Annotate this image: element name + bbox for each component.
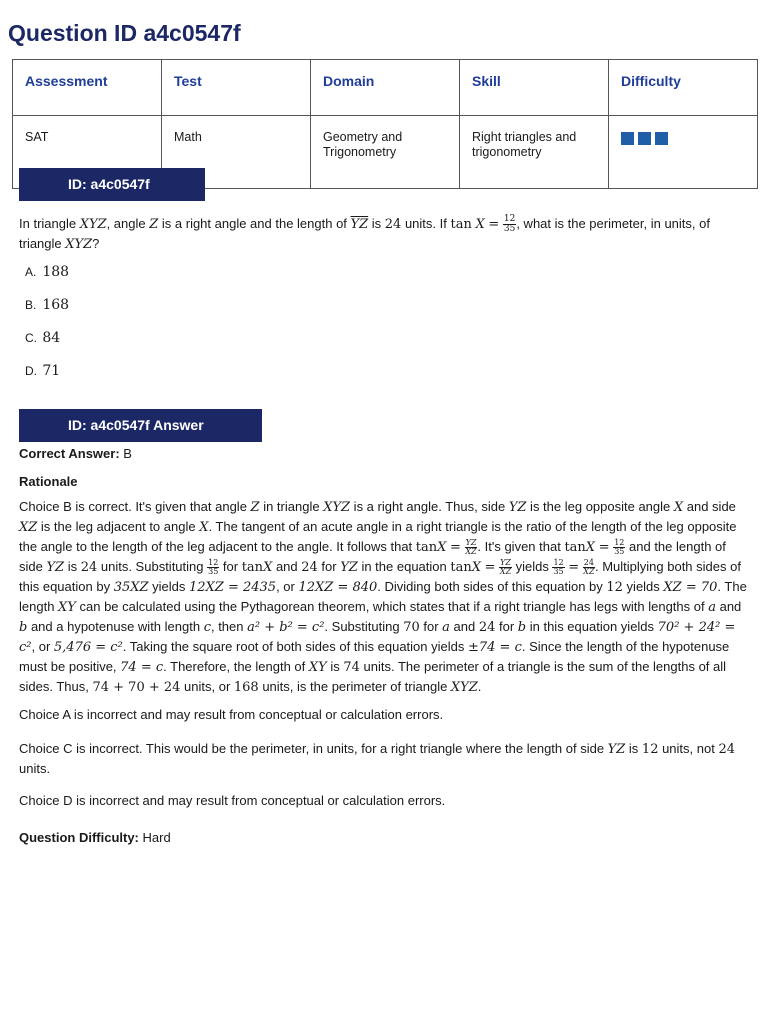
choice-a[interactable] [25, 262, 69, 295]
choice-value: 71 [42, 363, 61, 379]
text-segment: units. Substituting [97, 559, 208, 574]
math: 74 + 70 + 24 [92, 680, 181, 695]
difficulty-bars [621, 132, 668, 145]
choice-value: 168 [42, 297, 70, 313]
math: XZ [19, 520, 38, 535]
math-tan: tan [450, 217, 472, 232]
text-segment: . Substituting [324, 619, 404, 634]
text-segment: Choice C is incorrect. This would be the perimeter, in units, for a right triangle where the length of side [19, 741, 608, 756]
value-domain: Geometry and Trigonometry [311, 116, 460, 189]
fraction-numerator: YZ [465, 538, 477, 548]
fraction-denominator: XZ [465, 547, 477, 557]
math-fraction [583, 559, 595, 576]
text-segment: Choice B is correct. It's given that angle [19, 499, 251, 514]
math: 74 [343, 660, 360, 675]
text-segment: , or [31, 639, 54, 654]
text-segment: is a right angle and the length of [158, 216, 351, 231]
text-segment: for [317, 559, 341, 574]
math: 12XZ = 840 [298, 580, 378, 595]
text-segment: is the leg adjacent to angle [37, 519, 200, 534]
text-segment: and a hypotenuse with length [27, 619, 204, 634]
header-domain: Domain [311, 60, 460, 116]
math: 35XZ [113, 580, 149, 595]
math: 12XZ = 2435 [189, 580, 277, 595]
text-segment: and [449, 619, 479, 634]
correct-answer-value: B [123, 446, 132, 461]
math: a [442, 620, 450, 635]
text-segment: for [419, 619, 443, 634]
math-fraction [499, 559, 512, 576]
text-segment: in the equation [357, 559, 451, 574]
text-segment: . It's given that [477, 539, 565, 554]
text-segment: and [715, 599, 742, 614]
math: XZ = 70 [663, 580, 718, 595]
math: YZ [46, 560, 65, 575]
fraction-denominator: XZ [499, 567, 512, 577]
fraction-denominator: 35 [503, 224, 516, 235]
math: tan [450, 560, 472, 575]
text-segment: and [272, 559, 302, 574]
text-segment: can be calculated using the Pythagorean theorem, which states that if a right triangle has legs with lengths of [75, 599, 709, 614]
text-segment: units, not [658, 741, 719, 756]
choice-letter: C. [25, 331, 37, 345]
math: X [673, 500, 684, 515]
question-difficulty [19, 828, 749, 847]
math: 168 [233, 680, 259, 695]
correct-answer-label: Correct Answer: [19, 446, 120, 461]
rationale-heading: Rationale [19, 474, 78, 489]
math-fraction [503, 215, 516, 234]
math: b [517, 620, 527, 635]
text-segment: . The length [19, 579, 747, 614]
rationale-text [19, 497, 749, 697]
math-angle: Z [149, 217, 159, 232]
math: XYZ [323, 500, 351, 515]
math: 74 = c [120, 660, 164, 675]
answer-choices [25, 262, 69, 394]
math: tan [564, 540, 586, 555]
choice-value: 188 [42, 264, 70, 280]
value-assessment: SAT [13, 116, 162, 189]
math: = [568, 560, 580, 575]
choice-c-explanation [19, 739, 749, 778]
difficulty-bar [655, 132, 668, 145]
math: YZ [508, 500, 527, 515]
math: 24 [80, 560, 98, 575]
choice-a-explanation: Choice A is incorrect and may result from conceptual or calculation errors. [19, 707, 444, 722]
text-segment: , angle [106, 216, 150, 231]
text-segment: units, is the perimeter of triangle [258, 679, 451, 694]
choice-letter: A. [25, 265, 37, 279]
fraction-denominator: 35 [208, 567, 219, 577]
text-segment: is the leg opposite angle [526, 499, 674, 514]
choice-b[interactable] [25, 295, 69, 328]
text-segment: . Since the length of the hypotenuse must be positive, [19, 639, 730, 674]
math-triangle: XYZ [65, 237, 93, 253]
math: XY [308, 660, 327, 675]
math-segment-yz: $\overline{YZ}$ [350, 217, 369, 232]
math: a [708, 600, 716, 615]
value-test: Math [162, 116, 311, 189]
fraction-numerator: 12 [614, 538, 625, 548]
math-fraction [613, 539, 625, 556]
text-segment: yields [148, 579, 189, 594]
math: b [19, 620, 28, 635]
math: XYZ [450, 680, 478, 695]
math: X [199, 520, 209, 535]
math: a² + b² = c² [247, 620, 325, 635]
math: YZ [340, 560, 358, 575]
header-skill: Skill [460, 60, 609, 116]
math: X [471, 560, 481, 575]
math: Z [250, 500, 260, 515]
difficulty-bar [621, 132, 634, 145]
text-segment: is a right angle. Thus, side [350, 499, 509, 514]
text-segment: is [326, 659, 344, 674]
math: YZ [607, 742, 626, 757]
header-difficulty: Difficulty [609, 60, 758, 116]
choice-value: 84 [42, 330, 61, 346]
question-id-banner: ID: a4c0547f [19, 168, 205, 201]
question-text [19, 214, 739, 254]
math: ±74 = c [467, 640, 522, 655]
text-segment: In triangle [19, 216, 80, 231]
text-segment: , then [210, 619, 248, 634]
text-segment: units, or [180, 679, 234, 694]
math: 24 [301, 560, 318, 575]
fraction-numerator: 24 [583, 558, 594, 568]
text-segment: in this equation yields [526, 619, 658, 634]
math: = [484, 560, 496, 575]
text-segment: . Taking the square root of both sides of this equation yields [122, 639, 468, 654]
math: 70² + 24² = c² [19, 620, 736, 655]
math-fraction [465, 539, 478, 556]
math-fraction [207, 559, 219, 576]
text-segment: is [368, 216, 385, 231]
math: = [598, 540, 610, 555]
page-title: Question ID a4c0547f [8, 20, 241, 46]
math-triangle: XYZ [79, 217, 107, 232]
choice-letter: D. [25, 364, 37, 378]
fraction-numerator: 12 [553, 558, 564, 568]
math: 24 [478, 620, 496, 635]
fraction-numerator: YZ [500, 558, 511, 568]
math: 5,476 = c² [53, 640, 123, 655]
fraction-denominator: 35 [614, 547, 625, 557]
answer-id-banner: ID: a4c0547f Answer [19, 409, 262, 442]
text-segment: in triangle [259, 499, 324, 514]
math: XY [58, 600, 76, 615]
math: c [203, 620, 211, 635]
difficulty-value: Hard [142, 830, 171, 845]
text-segment: units. The perimeter of a triangle is the sum of the lengths of all sides. Thus, [19, 659, 727, 694]
fraction-numerator: 12 [503, 214, 516, 225]
meta-header-row [13, 60, 758, 116]
text-segment: is [625, 741, 642, 756]
math: X [263, 560, 273, 575]
value-difficulty [609, 116, 758, 189]
text-segment: and the length of side [19, 539, 726, 574]
math-equals: = [488, 217, 500, 232]
text-segment: . Multiplying both sides of this equation by [19, 559, 741, 594]
text-segment: . Dividing both sides of this equation by [377, 579, 607, 594]
correct-answer [19, 444, 749, 463]
header-assessment: Assessment [13, 60, 162, 116]
math: X [437, 540, 447, 555]
text-segment: units. [19, 761, 51, 776]
choice-d[interactable] [25, 361, 69, 394]
text-segment: ? [92, 236, 100, 252]
header-test: Test [162, 60, 311, 116]
text-segment: yields [511, 559, 553, 574]
text-segment: . Therefore, the length of [163, 659, 309, 674]
math: tan [415, 540, 438, 555]
math: = [450, 540, 461, 555]
choice-letter: B. [25, 298, 37, 312]
choice-c[interactable] [25, 328, 69, 361]
text-segment: . The tangent of an acute angle in a right triangle is the ratio of the length of the leg opposite the angle to the length of the leg adjacent to the angle. It follows that [19, 519, 737, 554]
text-segment: . [477, 679, 482, 694]
value-skill: Right triangles and trigonometry [460, 116, 609, 189]
text-segment: units. If [401, 216, 451, 231]
math-angle: X [475, 217, 485, 232]
math: 12 [641, 742, 659, 757]
text-segment: is [64, 559, 81, 574]
math: tan [241, 560, 264, 575]
text-segment: , or [276, 579, 299, 594]
difficulty-label: Question Difficulty: [19, 830, 139, 845]
math-number: 24 [384, 217, 402, 232]
fraction-denominator: XZ [583, 567, 595, 577]
choice-d-explanation: Choice D is incorrect and may result from conceptual or calculation errors. [19, 793, 446, 808]
math-fraction [552, 559, 564, 576]
text-segment: for [219, 559, 242, 574]
text-segment: and side [683, 499, 736, 514]
fraction-numerator: 12 [208, 558, 219, 568]
difficulty-bar [638, 132, 651, 145]
text-segment: , what is the perimeter, in units, of triangle [19, 216, 710, 252]
fraction-denominator: 35 [553, 567, 564, 577]
math: X [585, 540, 596, 555]
math: 12 [606, 580, 623, 595]
math: 70 [403, 620, 420, 635]
text-segment: yields [622, 579, 664, 594]
math: 24 [718, 742, 735, 757]
text-segment: for [495, 619, 518, 634]
